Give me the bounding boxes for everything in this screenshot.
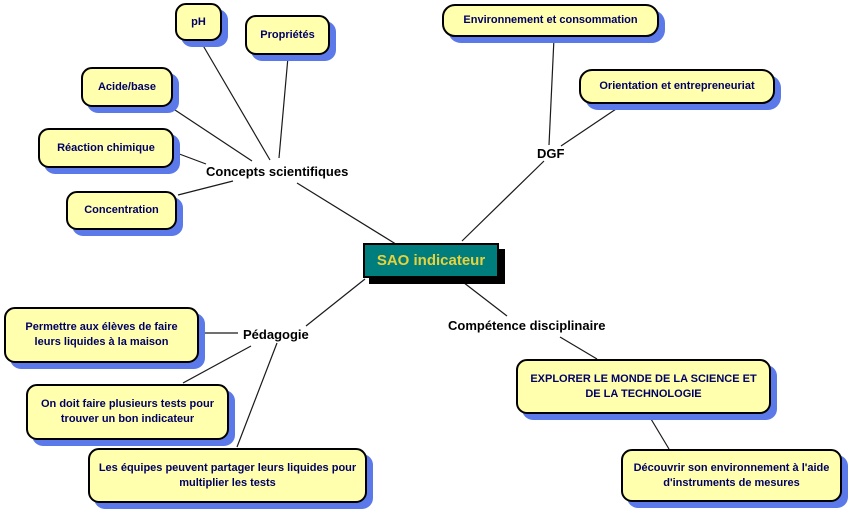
- central-topic[interactable]: SAO indicateur: [363, 243, 499, 278]
- topic-equipes-partager[interactable]: Les équipes peuvent partager leurs liquides pour multiplier les tests: [88, 448, 367, 503]
- topic-decouvrir-environnement[interactable]: Découvrir son environnement à l'aide d'instruments de mesures: [621, 449, 842, 502]
- topic-acide-base[interactable]: Acide/base: [81, 67, 173, 107]
- connector-dgf-orientation: [561, 105, 622, 146]
- branch-label-competence-disciplinaire[interactable]: Compétence disciplinaire: [448, 318, 606, 333]
- connector-pedagogie-central: [306, 279, 365, 326]
- connector-central-competence: [459, 279, 507, 316]
- topic-environnement-et-consommation[interactable]: Environnement et consommation: [442, 4, 659, 37]
- connector-dgf-central: [462, 161, 544, 241]
- topic-plusieurs-tests[interactable]: On doit faire plusieurs tests pour trouver un bon indicateur: [26, 384, 229, 440]
- connector-competence-explorer: [560, 337, 597, 359]
- connector-dgf-environnement: [549, 38, 554, 145]
- topic-concentration[interactable]: Concentration: [66, 191, 177, 230]
- connector-concepts-reaction: [174, 152, 206, 164]
- connector-concepts-acidebase: [172, 108, 252, 161]
- topic-ph[interactable]: pH: [175, 3, 222, 41]
- branch-label-concepts-scientifiques[interactable]: Concepts scientifiques: [206, 164, 349, 179]
- connector-concepts-concentration: [178, 181, 233, 195]
- topic-proprietes[interactable]: Propriétés: [245, 15, 330, 55]
- connector-pedagogie-equipes: [237, 343, 277, 447]
- topic-reaction-chimique[interactable]: Réaction chimique: [38, 128, 174, 168]
- topic-explorer-le-monde[interactable]: EXPLORER LE MONDE DE LA SCIENCE ET DE LA TECHNOLOGIE: [516, 359, 771, 414]
- topic-permettre-eleves[interactable]: Permettre aux élèves de faire leurs liquides à la maison: [4, 307, 199, 363]
- branch-label-dgf[interactable]: DGF: [537, 146, 565, 161]
- topic-orientation-et-entrepreneuriat[interactable]: Orientation et entrepreneuriat: [579, 69, 775, 104]
- connector-explorer-decouvrir: [648, 414, 669, 449]
- connector-concepts-ph: [201, 42, 270, 160]
- connector-concepts-central: [297, 183, 399, 246]
- branch-label-pedagogie[interactable]: Pédagogie: [243, 327, 309, 342]
- connector-concepts-proprietes: [279, 57, 288, 158]
